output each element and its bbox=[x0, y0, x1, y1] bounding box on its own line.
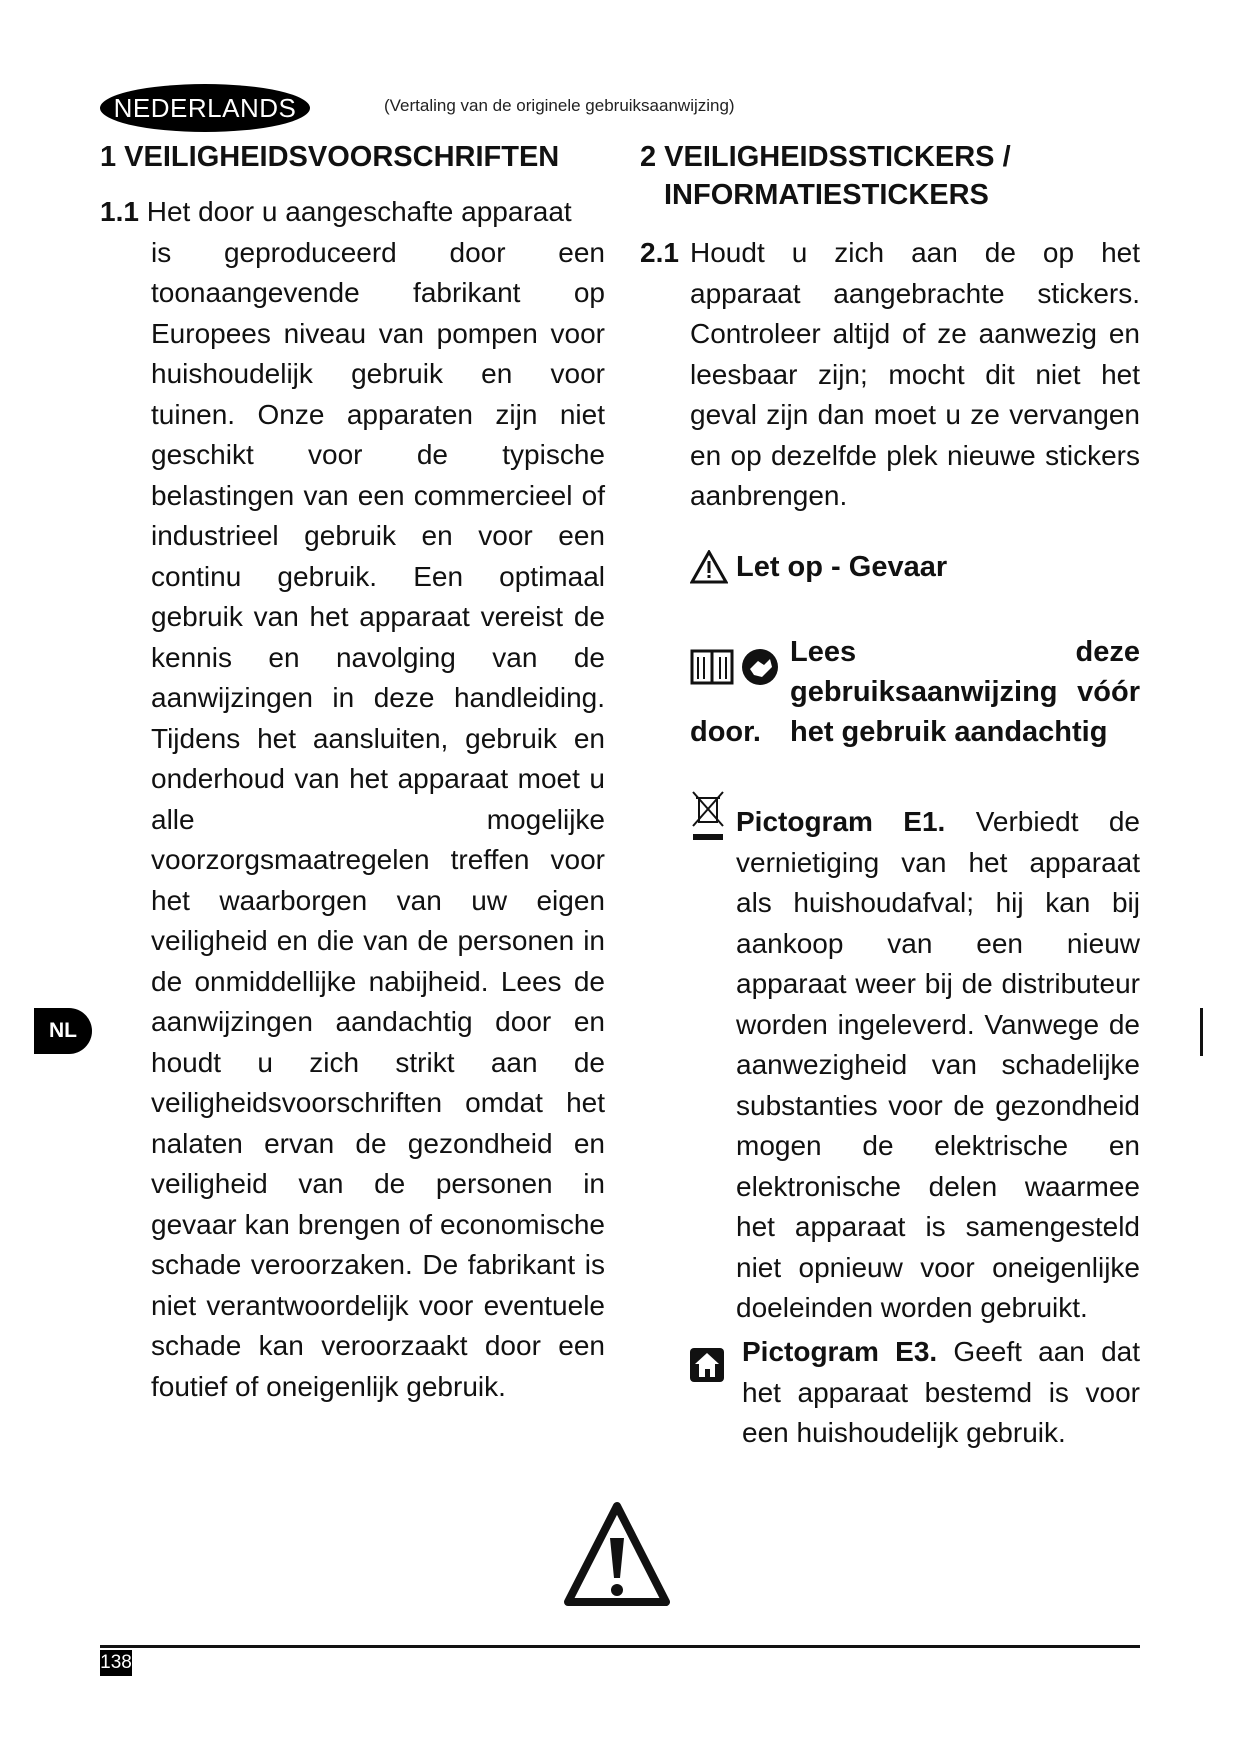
warning-label: Let op - Gevaar bbox=[736, 550, 948, 583]
section2-text: Houdt u zich aan de op het apparaat aangebrachte stickers. Controleer altijd of ze aanwezig en leesbaar zijn; mocht dit niet het geval zijn dan moet u ze vervangen en op dezelfde plek nieuwe stickers aanbrengen. bbox=[690, 237, 1140, 511]
section2-title-line1: 2 VEILIGHEIDSSTICKERS / bbox=[640, 141, 1011, 173]
warning-triangle-icon bbox=[690, 550, 728, 584]
section1-title: 1 VEILIGHEIDSVOORSCHRIFTEN bbox=[100, 141, 560, 173]
pictogram-e1-text: Verbiedt de vernietiging van het apparaat als huishoudafval; hij kan bij aankoop van een nieuw apparaat weer bij de distributeur worden ingeleverd. Vanwege de aanwezigheid van schadelijke substanties voor de gezondheid mogen de elektrische en elektronische delen waarmee het apparaat is samengesteld niet opnieuw voor oneigenlijke doeleinden worden gebruikt. bbox=[736, 806, 1141, 1323]
warning-line bbox=[690, 550, 947, 584]
pictogram-e3 bbox=[690, 1332, 1140, 1454]
margin-bar bbox=[1200, 1008, 1203, 1056]
section1-paragraph bbox=[100, 192, 605, 1407]
section2-title-line2: INFORMATIESTICKERS bbox=[664, 179, 989, 211]
read-manual-icons bbox=[690, 645, 790, 691]
section2-item-number: 2.1 bbox=[640, 237, 679, 268]
footer-rule bbox=[100, 1645, 1140, 1648]
book-icon bbox=[690, 647, 734, 687]
section1-item-number: 1.1 bbox=[100, 196, 139, 227]
language-side-tab: NL bbox=[34, 1008, 92, 1054]
translation-subtitle: (Vertaling van de originele gebruiksaanwijzing) bbox=[384, 96, 735, 115]
pictogram-e1-label: Pictogram E1. bbox=[736, 806, 946, 837]
pictogram-e1 bbox=[690, 802, 1140, 1329]
section1-first-line: Het door u aangeschafte apparaat bbox=[146, 196, 572, 227]
hand-icon bbox=[740, 647, 780, 687]
language-badge: NEDERLANDS bbox=[100, 84, 310, 132]
section2-paragraph bbox=[640, 233, 1140, 517]
read-manual-label: Lees deze gebruiksaanwijzing vóór het gebruik aandachtig bbox=[790, 636, 1140, 748]
read-manual-tail: door. bbox=[690, 716, 761, 748]
pictogram-e3-label: Pictogram E3. bbox=[742, 1336, 938, 1367]
pictogram-e3-text: Geeft aan dat het apparaat bestemd is voor een huishoudelijk gebruik. bbox=[742, 1336, 1141, 1448]
section2-title bbox=[640, 138, 1140, 214]
large-warning-icon bbox=[562, 1500, 672, 1610]
section1-text: is geproduceerd door een toonaangevende fabrikant op Europees niveau van pompen voor huishoudelijk gebruik en voor tuinen. Onze apparaten zijn niet geschikt voor de typische belastingen van een commercieel of industrieel gebruik en voor een continu gebruik. Een optimaal gebruik van het apparaat vereist de kennis en navolging van de aanwijzingen in deze handleiding. Tijdens het aansluiten, gebruik en onderhoud van het apparaat moet u alle mogelijke voorzorgsmaatregelen treffen voor het waarborgen van uw eigen veiligheid en die van de personen in de onmiddellijke nabijheid. Lees de aanwijzingen aandachtig door en houdt u zich strikt aan de veiligheidsvoorschriften omdat het nalaten ervan de gezondheid en veiligheid van de personen in gevaar kan brengen of economische schade veroorzaken. De fabrikant is niet verantwoordelijk voor eventuele schade kan veroorzaakt door een foutief of oneigenlijk gebruik. bbox=[151, 236, 605, 1402]
page-number: 138 bbox=[100, 1650, 132, 1676]
